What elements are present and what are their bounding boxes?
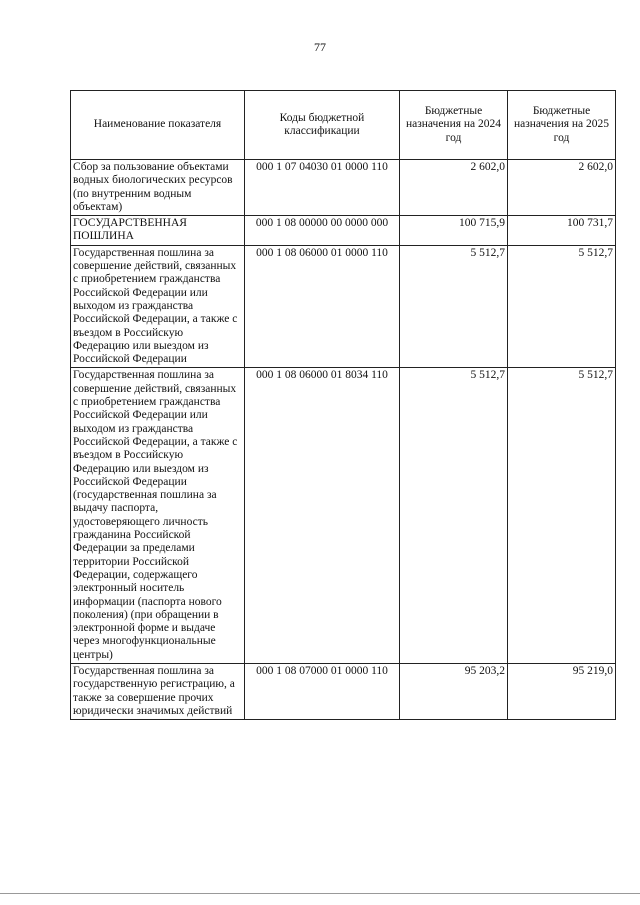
page-number: 77 xyxy=(314,40,326,54)
table-header-row xyxy=(71,91,616,160)
table-row xyxy=(71,216,616,246)
row-code: 000 1 08 06000 01 0000 110 xyxy=(245,245,400,368)
row-value-2025: 95 219,0 xyxy=(508,663,616,719)
header-year-2024: Бюджетные назначения на 2024 год xyxy=(400,91,508,160)
header-year-2025: Бюджетные назначения на 2025 год xyxy=(508,91,616,160)
row-value-2025: 5 512,7 xyxy=(508,368,616,664)
table-row xyxy=(71,245,616,368)
row-name: Государственная пошлина за государственную регистрацию, а также за совершение прочих юридически значимых действий xyxy=(71,663,245,719)
table-row xyxy=(71,663,616,719)
row-value-2025: 2 602,0 xyxy=(508,160,616,216)
row-value-2025: 5 512,7 xyxy=(508,245,616,368)
table-row xyxy=(71,160,616,216)
budget-table xyxy=(70,90,616,720)
row-code: 000 1 08 00000 00 0000 000 xyxy=(245,216,400,246)
row-value-2024: 100 715,9 xyxy=(400,216,508,246)
row-name: ГОСУДАРСТВЕННАЯ ПОШЛИНА xyxy=(71,216,245,246)
page-bottom-divider xyxy=(0,893,640,894)
row-value-2024: 2 602,0 xyxy=(400,160,508,216)
row-code: 000 1 08 07000 01 0000 110 xyxy=(245,663,400,719)
header-name: Наименование показателя xyxy=(71,91,245,160)
table-row xyxy=(71,368,616,664)
row-value-2024: 5 512,7 xyxy=(400,368,508,664)
row-name: Государственная пошлина за совершение действий, связанных с приобретением гражданства Российской Федерации или выходом из гражданства Российской Федерации, а также с въездом в Российскую Федерацию или выездом из Российской Федерации xyxy=(71,245,245,368)
row-code: 000 1 07 04030 01 0000 110 xyxy=(245,160,400,216)
row-value-2024: 5 512,7 xyxy=(400,245,508,368)
row-value-2024: 95 203,2 xyxy=(400,663,508,719)
row-code: 000 1 08 06000 01 8034 110 xyxy=(245,368,400,664)
header-code: Коды бюджетной классификации xyxy=(245,91,400,160)
row-name: Государственная пошлина за совершение действий, связанных с приобретением гражданства Российской Федерации или выходом из гражданства Российской Федерации, а также с въездом в Российскую Федерацию или выездом из Российской Федерации (государственная пошлина за выдачу паспорта, удостоверяющего личность гражданина Российской Федерации за пределами территории Российской Федерации, содержащего электронный носитель информации (паспорта нового поколения) (при обращении в электронной форме и выдаче через многофункциональные центры) xyxy=(71,368,245,664)
row-value-2025: 100 731,7 xyxy=(508,216,616,246)
row-name: Сбор за пользование объектами водных биологических ресурсов (по внутренним водным объектам) xyxy=(71,160,245,216)
